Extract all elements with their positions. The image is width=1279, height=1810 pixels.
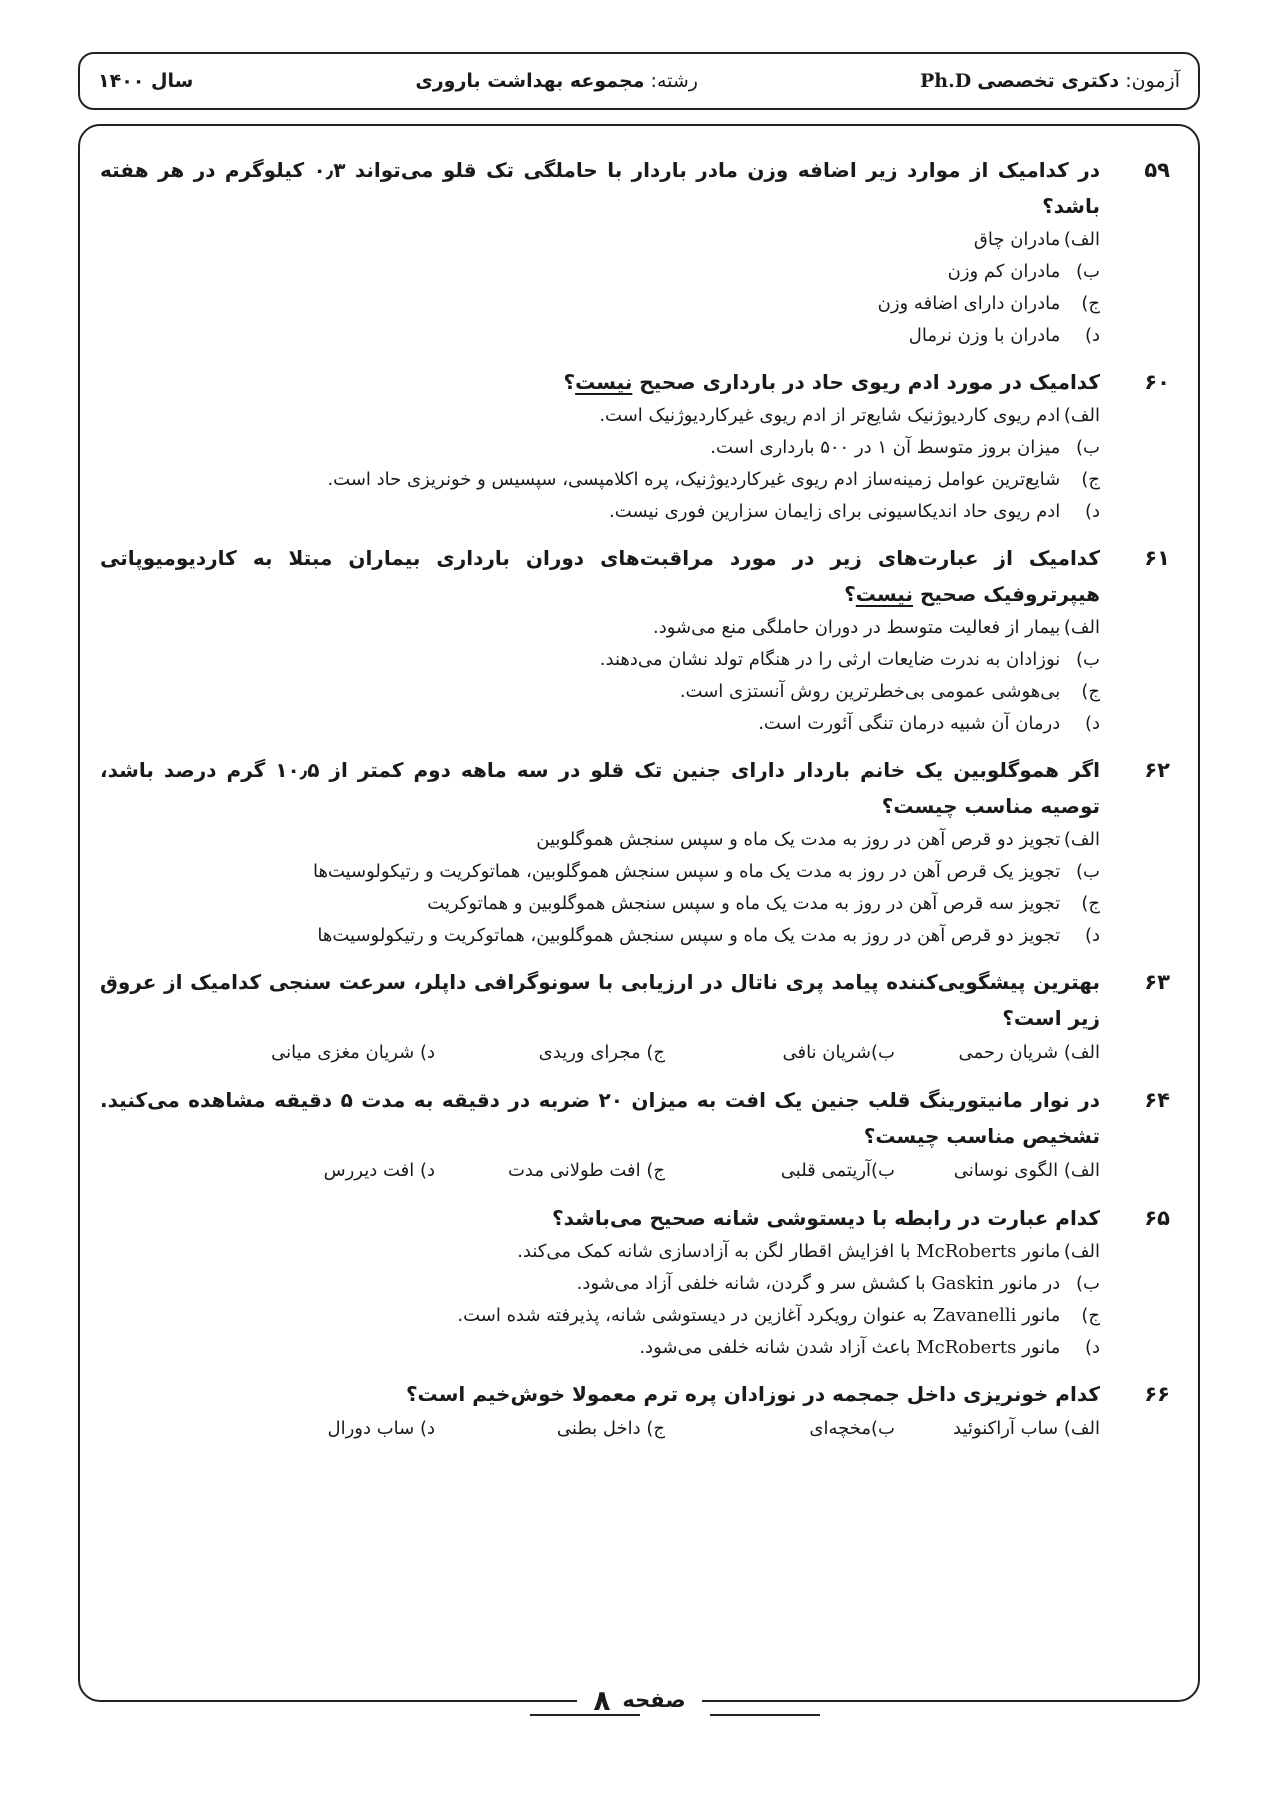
field-title: رشته: مجموعه بهداشت باروری: [415, 70, 698, 92]
footer-rule-right: [710, 1714, 820, 1716]
option-c[interactable]: ج) بی‌هوشی عمومی بی‌خطرترین روش آنستزی است.: [679, 681, 1100, 702]
option-c[interactable]: ج) شایع‌ترین عوامل زمینه‌ساز ادم ریوی غیرکاردیوژنیک، پره اکلامپسی، سپسیس و خونریزی حاد است.: [327, 469, 1100, 490]
page-number: صفحه ۸: [577, 1684, 701, 1717]
option-a[interactable]: الف) ادم ریوی کاردیوژنیک شایع‌تر از ادم ریوی غیرکاردیوژنیک است.: [599, 405, 1100, 426]
option-c[interactable]: ج) مجرای وریدی: [538, 1042, 665, 1063]
negation-underline: نیست: [575, 370, 633, 394]
question-62: [100, 752, 1178, 952]
option-c[interactable]: ج) مانور Zavanelli به عنوان رویکرد آغازین در دیستوشی شانه، پذیرفته شده است.: [457, 1305, 1100, 1326]
question-text: در نوار مانیتورینگ قلب جنین یک افت به میزان ۲۰ ضربه در دقیقه به مدت ۵ دقیقه مشاهده می‌کنید. تشخیص مناسب چیست؟: [100, 1088, 1100, 1148]
question-61: [100, 540, 1178, 740]
option-a[interactable]: الف) مادران چاق: [973, 229, 1100, 250]
question-text: بهترین پیشگویی‌کننده پیامد پری ناتال در ارزیابی با سونوگرافی داپلر، سرعت سنجی کدامیک از عروق زیر است؟: [100, 970, 1100, 1030]
exam-year: سال ۱۴۰۰: [98, 70, 194, 92]
option-c[interactable]: ج) داخل بطنی: [556, 1418, 665, 1439]
exam-title: آزمون: دکتری تخصصی Ph.D: [919, 70, 1180, 92]
option-b[interactable]: ب)آریتمی قلبی: [780, 1160, 895, 1181]
option-b[interactable]: ب) تجویز یک قرص آهن در روز به مدت یک ماه و سپس سنجش هموگلوبین، هماتوکریت و رتیکولوسیت‌ها: [312, 861, 1100, 882]
option-a[interactable]: الف) تجویز دو قرص آهن در روز به مدت یک ماه و سپس سنجش هموگلوبین: [536, 829, 1100, 850]
option-b[interactable]: ب) میزان بروز متوسط آن ۱ در ۵۰۰ بارداری است.: [710, 437, 1100, 458]
option-d[interactable]: د) مادران با وزن نرمال: [908, 325, 1100, 346]
option-b[interactable]: ب) در مانور Gaskin با کشش سر و گردن، شانه خلفی آزاد می‌شود.: [576, 1273, 1100, 1294]
option-a[interactable]: الف) الگوی نوسانی: [953, 1160, 1100, 1181]
question-63: [100, 964, 1178, 1070]
question-text: کدامیک از عبارت‌های زیر در مورد مراقبت‌های دوران بارداری بیماران مبتلا به کاردیومیوپاتی هیپرتروفیک صحیح نیست؟: [100, 546, 1100, 606]
option-a[interactable]: الف) ساب آراکنوئید: [953, 1418, 1100, 1439]
option-d[interactable]: د) افت دیررس: [323, 1160, 435, 1181]
question-text: کدام عبارت در رابطه با دیستوشی شانه صحیح می‌باشد؟: [552, 1206, 1100, 1230]
option-c[interactable]: ج) مادران دارای اضافه وزن: [877, 293, 1100, 314]
question-text: در کدامیک از موارد زیر اضافه وزن مادر باردار با حاملگی تک قلو می‌تواند ۰٫۳ کیلوگرم در هر هفته باشد؟: [100, 158, 1100, 218]
option-b[interactable]: ب)مخچه‌ای: [809, 1418, 895, 1439]
footer-rule-left: [530, 1714, 640, 1716]
question-66: [100, 1376, 1178, 1446]
question-number: ۶۵: [1144, 1206, 1170, 1230]
option-a[interactable]: الف) بیمار از فعالیت متوسط در دوران حاملگی منع می‌شود.: [652, 617, 1100, 638]
question-text: کدام خونریزی داخل جمجمه در نوزادان پره ترم معمولا خوش‌خیم است؟: [405, 1382, 1100, 1406]
option-a[interactable]: الف) شریان رحمی: [958, 1042, 1100, 1063]
option-d[interactable]: د) درمان آن شبیه درمان تنگی آئورت است.: [758, 713, 1100, 734]
option-b[interactable]: ب) نوزادان به ندرت ضایعات ارثی را در هنگام تولد نشان می‌دهند.: [599, 649, 1100, 670]
question-65: [100, 1200, 1178, 1364]
question-number: ۶۳: [1144, 970, 1170, 994]
exam-header: [78, 52, 1200, 110]
option-b[interactable]: ب)شریان نافی: [782, 1042, 895, 1063]
inline-options: [100, 1036, 1100, 1070]
question-number: ۶۶: [1144, 1382, 1170, 1406]
question-text: کدامیک در مورد ادم ریوی حاد در بارداری صحیح نیست؟: [563, 370, 1100, 394]
option-d[interactable]: د) شریان مغزی میانی: [271, 1042, 435, 1063]
questions-list: [100, 152, 1178, 1458]
question-text: اگر هموگلوبین یک خانم باردار دارای جنین تک قلو در سه ماهه دوم کمتر از ۱۰٫۵ گرم درصد باشد، توصیه مناسب چیست؟: [100, 758, 1100, 818]
option-d[interactable]: د) ساب دورال: [327, 1418, 435, 1439]
question-60: [100, 364, 1178, 528]
option-d[interactable]: د) ادم ریوی حاد اندیکاسیونی برای زایمان سزارین فوری نیست.: [609, 501, 1100, 522]
question-64: [100, 1082, 1178, 1188]
inline-options: [100, 1154, 1100, 1188]
option-c[interactable]: ج) تجویز سه قرص آهن در روز به مدت یک ماه و سپس سنجش هموگلوبین و هماتوکریت: [427, 893, 1100, 914]
negation-underline: نیست: [855, 582, 913, 606]
option-b[interactable]: ب) مادران کم وزن: [947, 261, 1100, 282]
option-a[interactable]: الف) مانور McRoberts با افزایش اقطار لگن به آزادسازی شانه کمک می‌کند.: [517, 1241, 1100, 1262]
option-d[interactable]: د) تجویز دو قرص آهن در روز به مدت یک ماه و سپس سنجش هموگلوبین، هماتوکریت و رتیکولوسیت‌ها: [317, 925, 1100, 946]
option-c[interactable]: ج) افت طولانی مدت: [507, 1160, 665, 1181]
page-footer: [0, 1670, 1279, 1730]
question-number: ۶۰: [1144, 370, 1170, 394]
question-number: ۶۱: [1144, 546, 1170, 570]
question-number: ۶۴: [1144, 1088, 1170, 1112]
option-d[interactable]: د) مانور McRoberts باعث آزاد شدن شانه خلفی می‌شود.: [639, 1337, 1100, 1358]
question-number: ۶۲: [1144, 758, 1170, 782]
question-number: ۵۹: [1144, 158, 1170, 182]
question-59: [100, 152, 1178, 352]
inline-options: [100, 1412, 1100, 1446]
